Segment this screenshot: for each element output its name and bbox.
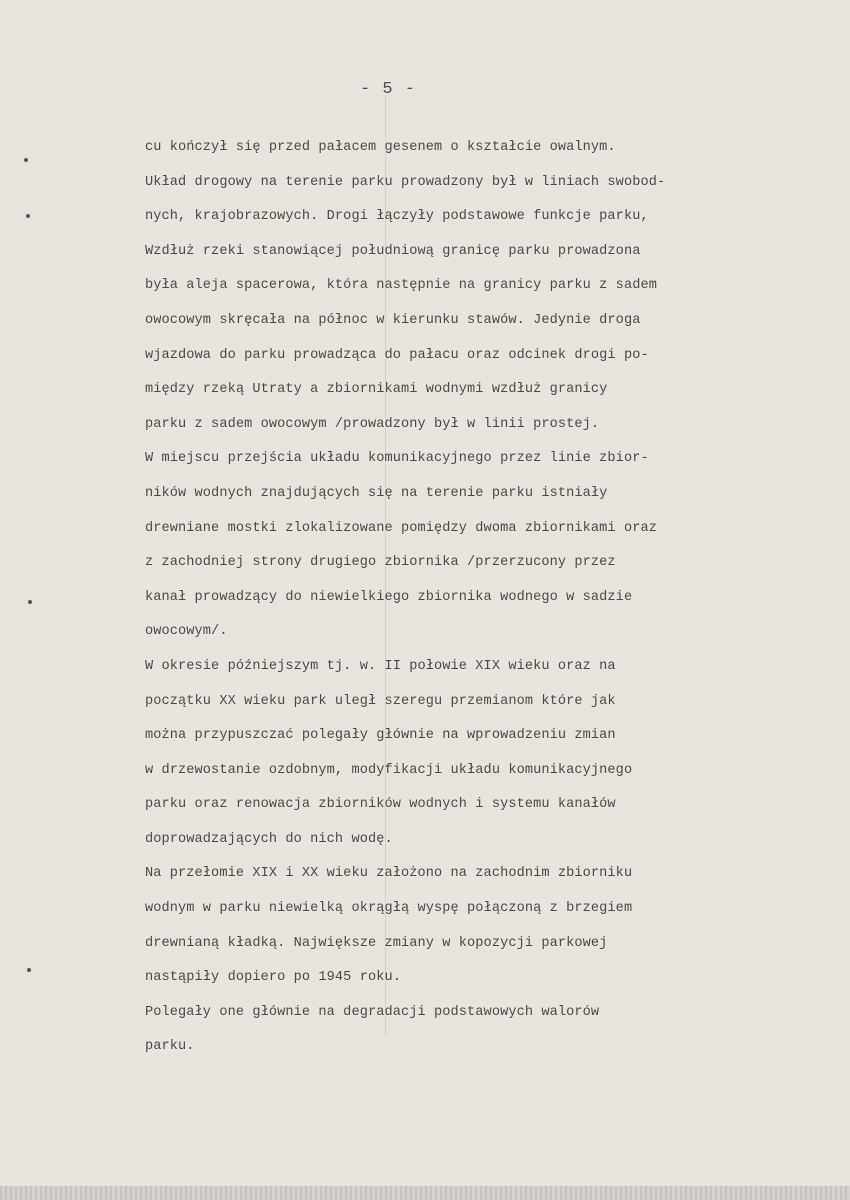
text-line: między rzeką Utraty a zbiornikami wodnymi wzdłuż granicy: [145, 382, 608, 398]
body-text: [145, 131, 830, 1065]
margin-speck: [26, 214, 30, 218]
text-line: drewniane mostki zlokalizowane pomiędzy dwoma zbiornikami oraz: [145, 520, 657, 536]
text-line: można przypuszczać polegały głównie na wprowadzeniu zmian: [145, 728, 616, 744]
margin-speck: [28, 600, 32, 604]
text-line: nych, krajobrazowych. Drogi łączyły podstawowe funkcje parku,: [145, 209, 649, 225]
margin-speck: [24, 158, 28, 162]
text-line: parku z sadem owocowym /prowadzony był w linii prostej.: [145, 416, 600, 432]
text-line: Układ drogowy na terenie parku prowadzony był w liniach swobod-: [145, 174, 666, 190]
text-line: była aleja spacerowa, która następnie na granicy parku z sadem: [145, 278, 657, 294]
text-line: owocowym/.: [145, 624, 228, 640]
text-line: Na przełomie XIX i XX wieku założono na zachodnim zbiorniku: [145, 866, 633, 882]
text-line: parku oraz renowacja zbiorników wodnych i systemu kanałów: [145, 797, 616, 813]
margin-speck: [27, 968, 31, 972]
text-line: kanał prowadzący do niewielkiego zbiornika wodnego w sadzie: [145, 589, 633, 605]
text-line: Wzdłuż rzeki stanowiącej południową granicę parku prowadzona: [145, 243, 641, 259]
text-line: Polegały one głównie na degradacji podstawowych walorów: [145, 1004, 600, 1020]
page-number: - 5 -: [360, 80, 417, 99]
text-line: cu kończył się przed pałacem gesenem o kształcie owalnym.: [145, 140, 616, 155]
text-line: parku.: [145, 1039, 195, 1055]
text-line: z zachodniej strony drugiego zbiornika /przerzucony przez: [145, 555, 616, 571]
text-line: wodnym w parku niewielką okrągłą wyspę połączoną z brzegiem: [145, 901, 633, 917]
text-line: wjazdowa do parku prowadząca do pałacu oraz odcinek drogi po-: [145, 347, 649, 363]
text-line: nastąpiły dopiero po 1945 roku.: [145, 970, 401, 986]
text-line: owocowym skręcała na północ w kierunku stawów. Jedynie droga: [145, 312, 641, 328]
text-line: w drzewostanie ozdobnym, modyfikacji układu komunikacyjnego: [145, 762, 633, 778]
text-line: początku XX wieku park uległ szeregu przemianom które jak: [145, 693, 616, 709]
text-line: W okresie późniejszym tj. w. II połowie XIX wieku oraz na: [145, 658, 616, 674]
scan-edge-strip: [0, 1186, 850, 1200]
text-line: doprowadzających do nich wodę.: [145, 831, 393, 847]
text-line: drewnianą kładką. Największe zmiany w kopozycji parkowej: [145, 935, 608, 951]
text-line: ników wodnych znajdujących się na terenie parku istniały: [145, 485, 608, 501]
text-line: W miejscu przejścia układu komunikacyjnego przez linie zbior-: [145, 451, 649, 467]
